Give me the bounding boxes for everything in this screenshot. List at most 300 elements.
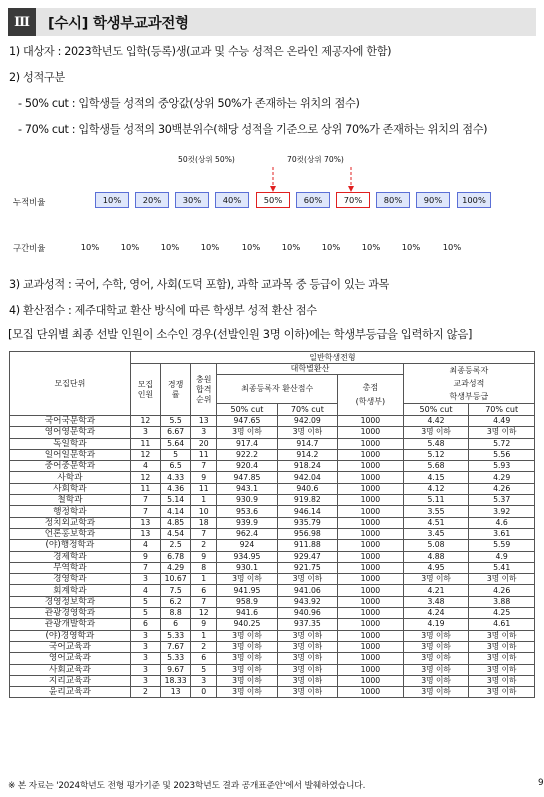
item-50-cut: - 50% cut : 입학생들 성적의 중앙값(상위 50%가 존재하는 위치의 점수) [18, 97, 360, 110]
dept-name: 영어교육과 [10, 653, 131, 664]
table-cell: 5.33 [161, 630, 191, 641]
table-cell: 1000 [338, 641, 404, 652]
dept-name: 철학과 [10, 495, 131, 506]
table-cell: 6.78 [161, 551, 191, 562]
table-cell: 2.5 [161, 540, 191, 551]
table-cell: 1000 [338, 427, 404, 438]
table-row [10, 449, 535, 460]
table-cell: 8 [191, 562, 217, 573]
table-row [10, 619, 535, 630]
interval-value: 10% [241, 242, 261, 252]
table-cell: 3명 이하 [469, 630, 535, 641]
table-cell: 6.2 [161, 596, 191, 607]
table-cell: 1 [191, 574, 217, 585]
col-total: 총점 (학생부) [338, 375, 404, 416]
dept-name: 무역학과 [10, 562, 131, 573]
table-cell: 3명 이하 [217, 641, 277, 652]
table-cell: 18 [191, 517, 217, 528]
table-cell: 943.92 [277, 596, 337, 607]
table-cell: 2 [191, 641, 217, 652]
table-cell: 914.2 [277, 449, 337, 460]
table-cell: 3명 이하 [277, 687, 337, 698]
table-cell: 930.1 [217, 562, 277, 573]
table-cell: 6.5 [161, 461, 191, 472]
table-cell: 4.54 [161, 528, 191, 539]
table-cell: 3명 이하 [277, 630, 337, 641]
table-cell: 3명 이하 [469, 427, 535, 438]
col-rank: 충원 합격 순위 [191, 364, 217, 416]
cumulative-box: 20% [135, 192, 169, 208]
table-cell: 958.9 [217, 596, 277, 607]
table-cell: 6 [191, 585, 217, 596]
table-cell: 4.85 [161, 517, 191, 528]
table-cell: 946.14 [277, 506, 337, 517]
table-cell: 1000 [338, 438, 404, 449]
interval-value: 10% [80, 242, 100, 252]
table-cell: 3 [130, 653, 160, 664]
table-cell: 914.7 [277, 438, 337, 449]
table-cell: 4.61 [469, 619, 535, 630]
table-row [10, 630, 535, 641]
table-cell: 1000 [338, 653, 404, 664]
table-cell: 3명 이하 [217, 653, 277, 664]
table-cell: 3명 이하 [403, 653, 469, 664]
table-cell: 3명 이하 [217, 574, 277, 585]
col-univ: 대학별환산 [217, 364, 403, 375]
section-header [8, 8, 536, 36]
table-cell: 5.37 [469, 495, 535, 506]
table-cell: 1000 [338, 449, 404, 460]
col-final-score: 최종등록자 환산점수 [217, 375, 338, 404]
table-row [10, 472, 535, 483]
table-cell: 941.6 [217, 608, 277, 619]
table-cell: 1000 [338, 562, 404, 573]
cumulative-box: 10% [95, 192, 129, 208]
table-cell: 7 [191, 461, 217, 472]
table-row [10, 461, 535, 472]
table-cell: 4.21 [403, 585, 469, 596]
page-number: 9 [538, 778, 544, 788]
table-cell: 4.29 [469, 472, 535, 483]
table-cell: 5 [130, 596, 160, 607]
table-row [10, 551, 535, 562]
table-cell: 1 [191, 630, 217, 641]
table-cell: 5.11 [403, 495, 469, 506]
dept-name: 사학과 [10, 472, 131, 483]
table-cell: 3명 이하 [403, 641, 469, 652]
table-cell: 7 [130, 506, 160, 517]
table-cell: 12 [191, 608, 217, 619]
item-70-cut: - 70% cut : 입학생들 성적의 30백분위수(해당 성적을 기준으로 상위 70%가 존재하는 위치의 점수) [18, 123, 488, 136]
table-cell: 924 [217, 540, 277, 551]
notice: [모집 단위별 최종 선발 인원이 소수인 경우(선발인원 3명 이하)에는 학생부등급을 입력하지 않음] [8, 327, 473, 341]
dept-name: 정치외교학과 [10, 517, 131, 528]
table-cell: 9 [130, 551, 160, 562]
table-row [10, 675, 535, 686]
table-cell: 5 [130, 608, 160, 619]
table-cell: 3명 이하 [277, 653, 337, 664]
cumulative-box: 40% [215, 192, 249, 208]
table-cell: 10.67 [161, 574, 191, 585]
table-cell: 1000 [338, 416, 404, 427]
table-cell: 3 [191, 675, 217, 686]
dept-name: 윤리교육과 [10, 687, 131, 698]
table-cell: 3명 이하 [469, 675, 535, 686]
table-cell: 940.6 [277, 483, 337, 494]
table-cell: 3 [130, 664, 160, 675]
table-cell: 1000 [338, 461, 404, 472]
table-row [10, 664, 535, 675]
table-cell: 3명 이하 [403, 574, 469, 585]
table-cell: 918.24 [277, 461, 337, 472]
table-cell: 4.36 [161, 483, 191, 494]
table-cell: 1000 [338, 528, 404, 539]
table-cell: 0 [191, 687, 217, 698]
col-general: 일반학생전형 [130, 352, 534, 364]
table-cell: 956.98 [277, 528, 337, 539]
col-score-50: 50% cut [217, 404, 277, 416]
table-cell: 1000 [338, 551, 404, 562]
item-converted-score: 4) 환산점수 : 제주대학교 환산 방식에 따른 학생부 성적 환산 점수 [9, 304, 317, 317]
dept-name: 경영정보학과 [10, 596, 131, 607]
table-cell: 7 [191, 528, 217, 539]
table-cell: 8.8 [161, 608, 191, 619]
table-row [10, 540, 535, 551]
table-cell: 11 [130, 483, 160, 494]
col-grade-50: 50% cut [403, 404, 469, 416]
table-cell: 4.15 [403, 472, 469, 483]
table-cell: 3.92 [469, 506, 535, 517]
table-cell: 935.79 [277, 517, 337, 528]
dept-name: 사회학과 [10, 483, 131, 494]
dept-name: 국어교육과 [10, 641, 131, 652]
interval-value: 10% [442, 242, 462, 252]
cumulative-box: 80% [376, 192, 410, 208]
results-table [9, 351, 535, 698]
table-cell: 941.06 [277, 585, 337, 596]
table-cell: 3 [130, 427, 160, 438]
table-cell: 5 [161, 449, 191, 460]
dept-name: 경제학과 [10, 551, 131, 562]
table-cell: 4.49 [469, 416, 535, 427]
table-cell: 1000 [338, 540, 404, 551]
table-cell: 3명 이하 [469, 687, 535, 698]
table-cell: 5.64 [161, 438, 191, 449]
section-title: [수시] 학생부교과전형 [48, 15, 189, 32]
table-cell: 930.9 [217, 495, 277, 506]
table-cell: 1000 [338, 483, 404, 494]
table-cell: 4.88 [403, 551, 469, 562]
cut50-label: 50컷(상위 50%) [178, 155, 235, 164]
table-cell: 943.1 [217, 483, 277, 494]
table-cell: 3.45 [403, 528, 469, 539]
table-cell: 4.95 [403, 562, 469, 573]
table-cell: 9.67 [161, 664, 191, 675]
table-cell: 6 [191, 653, 217, 664]
table-cell: 10 [191, 506, 217, 517]
table-cell: 13 [130, 528, 160, 539]
table-cell: 2 [191, 540, 217, 551]
table-cell: 4.26 [469, 483, 535, 494]
table-cell: 1000 [338, 472, 404, 483]
table-cell: 940.25 [217, 619, 277, 630]
col-grade: 최종등록자 교과성적 학생부등급 [403, 364, 534, 404]
table-cell: 3명 이하 [403, 675, 469, 686]
table-cell: 3.88 [469, 596, 535, 607]
table-cell: 1000 [338, 495, 404, 506]
table-cell: 4.9 [469, 551, 535, 562]
interval-value: 10% [120, 242, 140, 252]
col-dept: 모집단위 [10, 352, 131, 416]
table-row [10, 416, 535, 427]
interval-value: 10% [160, 242, 180, 252]
table-cell: 4.26 [469, 585, 535, 596]
interval-value: 10% [401, 242, 421, 252]
table-cell: 921.75 [277, 562, 337, 573]
table-row [10, 528, 535, 539]
item-target: 1) 대상자 : 2023학년도 입학(등록)생(교과 및 수능 성적은 온라인 제공자에 한함) [9, 45, 392, 58]
dept-name: 회계학과 [10, 585, 131, 596]
table-cell: 7 [130, 562, 160, 573]
table-cell: 12 [130, 449, 160, 460]
table-cell: 9 [191, 472, 217, 483]
table-row [10, 574, 535, 585]
table-cell: 3명 이하 [217, 675, 277, 686]
table-cell: 5.72 [469, 438, 535, 449]
col-ratio: 경쟁 률 [161, 364, 191, 416]
table-cell: 941.95 [217, 585, 277, 596]
table-cell: 3명 이하 [403, 630, 469, 641]
table-cell: 4 [130, 540, 160, 551]
table-cell: 922.2 [217, 449, 277, 460]
table-cell: 937.35 [277, 619, 337, 630]
table-cell: 4.25 [469, 608, 535, 619]
table-cell: 3명 이하 [403, 427, 469, 438]
dept-name: (야)행정학과 [10, 540, 131, 551]
dept-name: 관광경영학과 [10, 608, 131, 619]
table-cell: 11 [130, 438, 160, 449]
table-cell: 4.6 [469, 517, 535, 528]
dept-name: (야)경영학과 [10, 630, 131, 641]
table-cell: 947.65 [217, 416, 277, 427]
table-cell: 1000 [338, 664, 404, 675]
item-score-type: 2) 성적구분 [9, 71, 65, 84]
table-cell: 11 [191, 483, 217, 494]
item-grade-subjects: 3) 교과성적 : 국어, 수학, 영어, 사회(도덕 포함), 과학 교과목 중 등급이 있는 과목 [9, 278, 389, 291]
table-row [10, 438, 535, 449]
table-cell: 3 [130, 630, 160, 641]
table-cell: 5.5 [161, 416, 191, 427]
table-cell: 3명 이하 [469, 653, 535, 664]
table-cell: 953.6 [217, 506, 277, 517]
table-cell: 5 [191, 664, 217, 675]
table-row [10, 641, 535, 652]
table-cell: 3명 이하 [277, 574, 337, 585]
table-cell: 3명 이하 [403, 687, 469, 698]
table-cell: 5.33 [161, 653, 191, 664]
table-cell: 3명 이하 [469, 574, 535, 585]
table-cell: 3명 이하 [277, 641, 337, 652]
table-row [10, 585, 535, 596]
col-score-70: 70% cut [277, 404, 337, 416]
table-cell: 1000 [338, 596, 404, 607]
table-cell: 20 [191, 438, 217, 449]
cumulative-box: 30% [175, 192, 209, 208]
table-cell: 9 [191, 619, 217, 630]
cumulative-label: 누적비율 [13, 197, 46, 207]
table-cell: 5.41 [469, 562, 535, 573]
table-cell: 4.29 [161, 562, 191, 573]
table-cell: 929.47 [277, 551, 337, 562]
table-cell: 4.24 [403, 608, 469, 619]
table-cell: 3명 이하 [469, 664, 535, 675]
dept-name: 관광개발학과 [10, 619, 131, 630]
table-cell: 3명 이하 [217, 630, 277, 641]
table-cell: 6 [130, 619, 160, 630]
table-cell: 3.48 [403, 596, 469, 607]
table-cell: 3 [191, 427, 217, 438]
table-cell: 7.5 [161, 585, 191, 596]
dept-name: 독일학과 [10, 438, 131, 449]
table-cell: 1000 [338, 585, 404, 596]
table-cell: 18.33 [161, 675, 191, 686]
table-cell: 3명 이하 [217, 664, 277, 675]
table-cell: 4.42 [403, 416, 469, 427]
dept-name: 경영학과 [10, 574, 131, 585]
cumulative-box: 60% [296, 192, 330, 208]
dept-name: 행정학과 [10, 506, 131, 517]
col-grade-70: 70% cut [469, 404, 535, 416]
table-row [10, 608, 535, 619]
table-cell: 934.95 [217, 551, 277, 562]
table-cell: 1000 [338, 675, 404, 686]
table-cell: 919.82 [277, 495, 337, 506]
section-number: Ⅲ [8, 8, 36, 36]
table-cell: 7 [191, 596, 217, 607]
table-row [10, 687, 535, 698]
table-row [10, 495, 535, 506]
table-cell: 939.9 [217, 517, 277, 528]
table-cell: 9 [191, 551, 217, 562]
dept-name: 국어국문학과 [10, 416, 131, 427]
table-cell: 5.08 [403, 540, 469, 551]
table-row [10, 427, 535, 438]
table-cell: 6 [161, 619, 191, 630]
table-cell: 5.68 [403, 461, 469, 472]
table-cell: 3 [130, 574, 160, 585]
table-cell: 940.96 [277, 608, 337, 619]
dept-name: 지리교육과 [10, 675, 131, 686]
table-cell: 3 [130, 675, 160, 686]
table-cell: 13 [130, 517, 160, 528]
table-cell: 4 [130, 585, 160, 596]
table-cell: 1000 [338, 619, 404, 630]
table-cell: 920.4 [217, 461, 277, 472]
table-cell: 942.09 [277, 416, 337, 427]
table-cell: 7 [130, 495, 160, 506]
cumulative-box: 100% [457, 192, 491, 208]
table-cell: 1000 [338, 608, 404, 619]
cut70-label: 70컷(상위 70%) [287, 155, 344, 164]
table-cell: 3.61 [469, 528, 535, 539]
table-cell: 5.59 [469, 540, 535, 551]
table-cell: 1000 [338, 517, 404, 528]
table-cell: 5.12 [403, 449, 469, 460]
table-cell: 13 [161, 687, 191, 698]
table-cell: 1 [191, 495, 217, 506]
table-cell: 3명 이하 [277, 664, 337, 675]
table-cell: 3명 이하 [277, 675, 337, 686]
table-cell: 4.12 [403, 483, 469, 494]
cumulative-box: 70% [336, 192, 370, 208]
table-row [10, 483, 535, 494]
table-cell: 3명 이하 [217, 427, 277, 438]
table-cell: 3명 이하 [403, 664, 469, 675]
table-cell: 3명 이하 [277, 427, 337, 438]
table-cell: 3.55 [403, 506, 469, 517]
dept-name: 언론홍보학과 [10, 528, 131, 539]
table-cell: 13 [191, 416, 217, 427]
table-cell: 911.88 [277, 540, 337, 551]
table-cell: 3 [130, 641, 160, 652]
table-cell: 5.48 [403, 438, 469, 449]
table-cell: 942.04 [277, 472, 337, 483]
table-cell: 917.4 [217, 438, 277, 449]
interval-value: 10% [281, 242, 301, 252]
table-cell: 4 [130, 461, 160, 472]
footnote: ※ 본 자료는 '2024학년도 전형 평가기준 및 2023학년도 결과 공개표준안'에서 발췌하였습니다. [8, 781, 366, 791]
table-cell: 1000 [338, 574, 404, 585]
table-cell: 1000 [338, 630, 404, 641]
table-cell: 11 [191, 449, 217, 460]
table-cell: 2 [130, 687, 160, 698]
table-row [10, 596, 535, 607]
table-row [10, 562, 535, 573]
table-row [10, 517, 535, 528]
table-cell: 5.14 [161, 495, 191, 506]
interval-label: 구간비율 [13, 243, 46, 253]
table-cell: 3명 이하 [217, 687, 277, 698]
dept-name: 영어영문학과 [10, 427, 131, 438]
table-cell: 962.4 [217, 528, 277, 539]
table-cell: 4.51 [403, 517, 469, 528]
col-quota: 모집 인원 [130, 364, 160, 416]
table-cell: 4.33 [161, 472, 191, 483]
cumulative-box: 90% [416, 192, 450, 208]
table-cell: 3명 이하 [469, 641, 535, 652]
table-cell: 1000 [338, 687, 404, 698]
dept-name: 사회교육과 [10, 664, 131, 675]
table-cell: 947.85 [217, 472, 277, 483]
table-cell: 7.67 [161, 641, 191, 652]
table-row [10, 506, 535, 517]
table-cell: 1000 [338, 506, 404, 517]
table-cell: 5.56 [469, 449, 535, 460]
table-cell: 12 [130, 416, 160, 427]
table-row [10, 653, 535, 664]
table-cell: 12 [130, 472, 160, 483]
interval-value: 10% [321, 242, 341, 252]
cut-diagram [0, 148, 544, 260]
table-cell: 5.93 [469, 461, 535, 472]
cumulative-box: 50% [256, 192, 290, 208]
dept-name: 중어중문학과 [10, 461, 131, 472]
dept-name: 일어일문학과 [10, 449, 131, 460]
table-cell: 4.19 [403, 619, 469, 630]
interval-value: 10% [200, 242, 220, 252]
table-cell: 4.14 [161, 506, 191, 517]
interval-value: 10% [361, 242, 381, 252]
